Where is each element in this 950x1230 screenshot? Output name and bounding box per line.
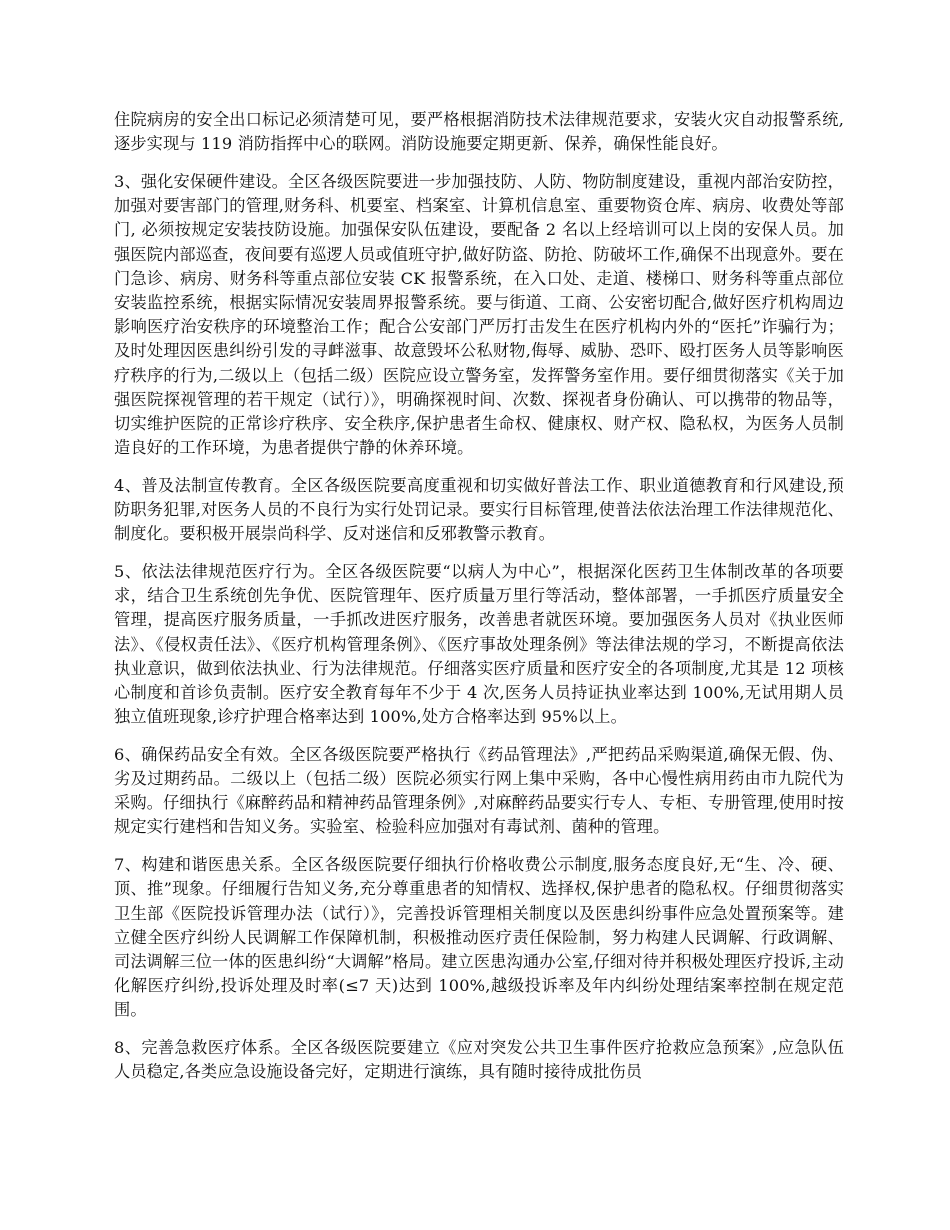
- document-page: [114, 108, 844, 1098]
- paragraph-medical-conduct: 5、依法法律规范医疗行为。全区各级医院要“以病人为中心”，根据深化医药卫生体制改革的各项要求，结合卫生系统创先争优、医院管理年、医疗质量万里行等活动，整体部署，一手抓医疗质量安全管理，提高医疗服务质量，一手抓改进医疗服务，改善患者就医环境。要加强医务人员对《执业医师法》、《侵权责任法》、《医疗机构管理条例》、《医疗事故处理条例》等法律法规的学习，不断提高依法执业意识，做到依法执业、行为法律规范。仔细落实医疗质量和医疗安全的各项制度,尤其是 12 项核心制度和首诊负责制。医疗安全教育每年不少于 4 次,医务人员持证执业率达到 100%,无试用期人员独立值班现象,诊疗护理合格率达到 100%,处方合格率达到 95%以上。: [114, 561, 844, 727]
- paragraph-emergency-system: 8、完善急救医疗体系。全区各级医院要建立《应对突发公共卫生事件医疗抢救应急预案》,应急队伍人员稳定,各类应急设施设备完好，定期进行演练，具有随时接待成批伤员: [114, 1038, 844, 1082]
- paragraph-legal-education: 4、普及法制宣传教育。全区各级医院要高度重视和切实做好普法工作、职业道德教育和行风建设,预防职务犯罪,对医务人员的不良行为实行处罚记录。要实行目标管理,使普法依法治理工作法律规范化、制度化。要积极开展崇尚科学、反对迷信和反邪教警示教育。: [114, 475, 844, 544]
- paragraph-drug-safety: 6、确保药品安全有效。全区各级医院要严格执行《药品管理法》,严把药品采购渠道,确保无假、伪、劣及过期药品。二级以上（包括二级）医院必须实行网上集中采购，各中心慢性病用药由市九院代为采购。仔细执行《麻醉药品和精神药品管理条例》,对麻醉药品要实行专人、专柜、专册管理,使用时按规定实行建档和告知义务。实验室、检验科应加强对有毒试剂、菌种的管理。: [114, 744, 844, 837]
- paragraph-security-hardware: 3、强化安保硬件建设。全区各级医院要进一步加强技防、人防、物防制度建设，重视内部治安防控，加强对要害部门的管理,财务科、机要室、档案室、计算机信息室、重要物资仓库、病房、收费处等部门, 必须按规定安装技防设施。加强保安队伍建设，要配备 2 名以上经培训可以上岗的安保人员。加强医院内部巡查，夜间要有巡逻人员或值班守护,做好防盗、防抢、防破坏工作,确保不出现意外。要在门急诊、病房、财务科等重点部位安装 CK 报警系统，在入口处、走道、楼梯口、财务科等重点部位安装监控系统，根据实际情况安装周界报警系统。要与街道、工商、公安密切配合,做好医疗机构周边影响医疗治安秩序的环境整治工作；配合公安部门严厉打击发生在医疗机构内外的“医托”诈骗行为；及时处理因医患纠纷引发的寻衅滋事、故意毁坏公私财物,侮辱、威胁、恐吓、殴打医务人员等影响医疗秩序的行为,二级以上（包括二级）医院应设立警务室，发挥警务室作用。要仔细贯彻落实《关于加强医院探视管理的若干规定（试行）》，明确探视时间、次数、探视者身份确认、可以携带的物品等，切实维护医院的正常诊疗秩序、安全秩序,保护患者生命权、健康权、财产权、隐私权，为医务人员制造良好的工作环境，为患者提供宁静的休养环境。: [114, 171, 844, 458]
- paragraph-doctor-patient-relations: 7、构建和谐医患关系。全区各级医院要仔细执行价格收费公示制度,服务态度良好,无“生、冷、硬、顶、推”现象。仔细履行告知义务,充分尊重患者的知情权、选择权,保护患者的隐私权。仔细贯彻落实卫生部《医院投诉管理办法（试行）》，完善投诉管理相关制度以及医患纠纷事件应急处置预案等。建立健全医疗纠纷人民调解工作保障机制，积极推动医疗责任保险制，努力构建人民调解、行政调解、司法调解三位一体的医患纠纷“大调解”格局。建立医患沟通办公室,仔细对待并积极处理医疗投诉,主动化解医疗纠纷,投诉处理及时率(≤7 天)达到 100%,越级投诉率及年内纠纷处理结案率控制在规定范围。: [114, 855, 844, 1020]
- paragraph-fire-safety: 住院病房的安全出口标记必须清楚可见，要严格根据消防技术法律规范要求，安装火灾自动报警系统, 逐步实现与 119 消防指挥中心的联网。消防设施要定期更新、保养，确保性能良好。: [114, 110, 844, 154]
